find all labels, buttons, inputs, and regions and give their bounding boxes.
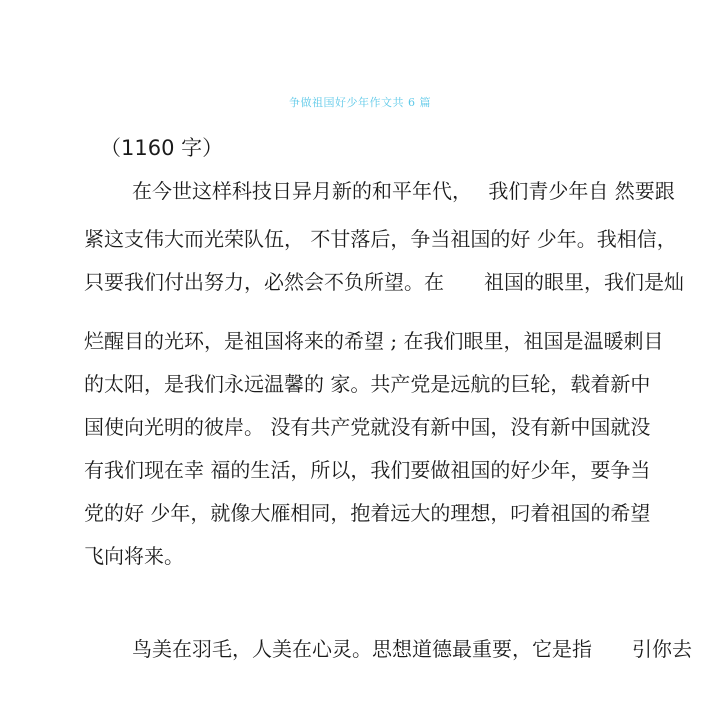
word-count-label: （1160 字） <box>100 136 224 160</box>
paragraph-line: 的太阳，是我们永远温馨的 家。共产党是远航的巨轮，载着新中 <box>84 372 651 396</box>
paragraph-line: 飞向将来。 <box>84 544 184 568</box>
paragraph-line: 有我们现在幸 福的生活，所以，我们要做祖国的好少年，要争当 <box>84 458 651 482</box>
paragraph-line: 党的好 少年，就像大雁相同，抱着远大的理想，叼着祖国的希望 <box>84 501 651 525</box>
paragraph-line: 鸟美在羽毛，人美在心灵。思想道德最重要，它是指 引你去 <box>132 637 692 661</box>
paragraph-line: 紧这支伟大而光荣队伍， 不甘落后，争当祖国的好 少年。我相信， <box>84 227 677 251</box>
document-header-title: 争做祖国好少年作文共 6 篇 <box>289 96 431 109</box>
paragraph-line: 烂醒目的光环，是祖国将来的希望 ; 在我们眼里，祖国是温暖刺目 <box>84 329 664 353</box>
paragraph-line: 只要我们付出努力，必然会不负所望。在 祖国的眼里，我们是灿 <box>84 270 684 294</box>
paragraph-line: 在今世这样科技日异月新的和平年代， 我们青少年自 然要跟 <box>132 179 675 203</box>
paragraph-line: 国使向光明的彼岸。 没有共产党就没有新中国，没有新中国就没 <box>84 415 651 439</box>
